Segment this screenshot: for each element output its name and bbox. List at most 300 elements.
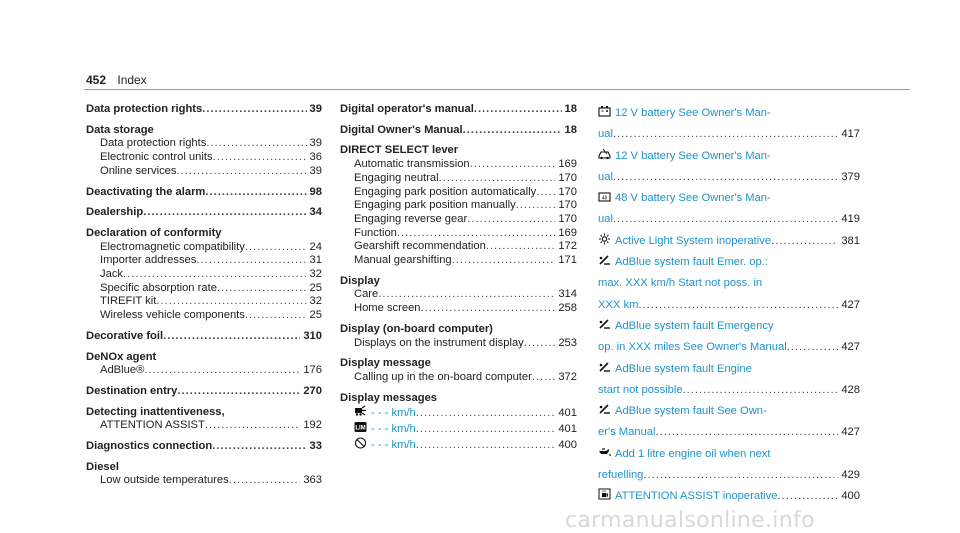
entry-label: - - - km/h (371, 423, 416, 436)
page-ref: 24 (309, 240, 322, 253)
page-ref: 258 (558, 302, 577, 315)
page-ref: 25 (309, 281, 322, 294)
entry-label: 48 V battery See Owner's Man- (615, 192, 771, 205)
page-ref: 170 (558, 199, 577, 212)
index-entry[interactable] (340, 124, 577, 138)
entry-label: Deactivating the alarm (86, 185, 206, 198)
page-ref: 401 (558, 423, 577, 436)
page-ref: 170 (558, 171, 577, 184)
index-entry[interactable] (86, 254, 322, 268)
entry-text (100, 364, 144, 378)
entry-label: Specific absorption rate (100, 281, 217, 294)
index-entry[interactable] (340, 213, 577, 227)
leader-dots (217, 282, 307, 296)
entry-label: Display messages (340, 391, 438, 404)
entry-text (598, 209, 613, 230)
page-ref: 176 (303, 364, 322, 377)
page-ref: 314 (558, 288, 577, 301)
page-ref: 33 (309, 440, 322, 453)
entry-text (86, 124, 154, 138)
leader-dots (156, 295, 306, 309)
leader-dots (177, 385, 300, 399)
index-entry[interactable] (340, 405, 577, 421)
index-entry[interactable] (340, 254, 577, 268)
index-entry-group (598, 401, 860, 444)
page-ref: 270 (303, 384, 322, 397)
page-ref: 39 (309, 164, 322, 177)
entry-label: Engaging park position manually (354, 199, 516, 212)
entry-label: Wireless vehicle components (100, 309, 245, 322)
page-ref: 372 (558, 370, 577, 383)
index-entry-line[interactable] (598, 444, 860, 465)
svg-text:48: 48 (601, 195, 608, 202)
entry-label: Diesel (86, 460, 119, 473)
page-ref: 427 (841, 298, 860, 311)
entry-text (100, 295, 156, 309)
page-ref: 39 (309, 103, 322, 115)
page-ref: 25 (309, 309, 322, 322)
page-ref: 427 (841, 426, 860, 439)
battery-48v-icon (598, 190, 611, 202)
entry-label: AdBlue system fault Emergency (615, 319, 774, 332)
entry-text (354, 421, 416, 437)
entry-label: ual (598, 128, 613, 141)
index-entry[interactable] (340, 288, 577, 302)
entry-label: AdBlue system fault See Own- (615, 405, 767, 418)
entry-label: TIREFIT kit (100, 295, 157, 308)
leader-dots (416, 423, 556, 437)
leader-dots (163, 330, 300, 344)
entry-label: Data protection rights (100, 137, 207, 150)
header-divider (84, 89, 910, 90)
leader-dots (613, 167, 838, 188)
entry-label: Low outside temperatures (100, 474, 229, 487)
page-ref: 34 (309, 206, 322, 219)
index-entry[interactable] (340, 227, 577, 241)
entry-label: Electronic control units (100, 151, 213, 164)
page-ref: 310 (303, 329, 322, 342)
entry-label: Engaging park position automatically (354, 185, 537, 198)
leader-dots (143, 206, 306, 220)
index-entry[interactable] (598, 465, 860, 486)
entry-text (340, 357, 431, 371)
entry-label: Display message (340, 357, 431, 370)
entry-text (354, 371, 532, 385)
entry-label: Online services (100, 164, 177, 177)
entry-text (354, 254, 452, 268)
entry-label: Digital Owner's Manual (340, 123, 463, 136)
index-entry[interactable] (598, 295, 860, 316)
leader-dots (771, 231, 838, 252)
index-entry[interactable] (340, 186, 577, 200)
page-ref: 170 (558, 185, 577, 198)
entry-text (354, 302, 421, 316)
index-entry-group (598, 231, 860, 252)
section-title: Index (117, 73, 147, 87)
index-entry-group (598, 252, 860, 316)
entry-text (100, 268, 123, 282)
index-entry-line[interactable] (598, 273, 860, 294)
adblue-icon (598, 318, 611, 330)
entry-text (86, 186, 205, 200)
leader-dots (397, 227, 555, 241)
entry-label: XXX km (598, 298, 639, 311)
entry-label: Data storage (86, 123, 154, 136)
leader-dots (229, 474, 301, 488)
index-entry[interactable] (598, 124, 860, 145)
page-ref: 400 (841, 490, 860, 503)
leader-dots (378, 288, 555, 302)
leader-dots (777, 486, 838, 507)
page-ref: 427 (841, 341, 860, 354)
entry-label: op. in XXX miles See Owner's Manual (598, 341, 787, 354)
entry-label: Displays on the instrument display (354, 336, 524, 349)
speed-sign-icon (354, 437, 367, 449)
index-entry[interactable] (598, 422, 860, 443)
entry-text (86, 351, 156, 365)
entry-text (86, 330, 163, 344)
leader-dots (486, 240, 556, 254)
index-entry[interactable] (86, 330, 322, 344)
entry-label: ATTENTION ASSIST inoperative (615, 490, 778, 503)
leader-dots (176, 165, 306, 179)
entry-text (86, 406, 225, 420)
entry-label: Digital operator's manual (340, 103, 474, 115)
entry-label: - - - km/h (371, 407, 416, 420)
entry-label: Data protection rights (86, 103, 203, 115)
adblue-icon (598, 403, 611, 415)
page-ref: 419 (841, 213, 860, 226)
index-entry[interactable] (340, 323, 577, 337)
entry-text (86, 206, 143, 220)
entry-label: Calling up in the on-board computer (354, 370, 532, 383)
entry-label: refuelling (598, 469, 644, 482)
entry-label: Dealership (86, 206, 144, 219)
index-entry-group (598, 188, 860, 231)
entry-text (354, 437, 416, 453)
entry-text (100, 474, 229, 488)
index-entry[interactable] (86, 474, 322, 488)
entry-text (340, 392, 437, 406)
leader-dots (613, 209, 838, 230)
leader-dots (439, 172, 556, 186)
leader-dots (196, 254, 306, 268)
index-entry[interactable] (340, 240, 577, 254)
entry-text (100, 165, 176, 179)
index-entry[interactable] (340, 103, 577, 117)
leader-dots (416, 407, 556, 421)
entry-text (86, 385, 177, 399)
page-ref: 401 (558, 407, 577, 420)
entry-label: 12 V battery See Owner's Man- (615, 107, 771, 119)
entry-label: Gearshift recommendation (354, 240, 486, 253)
index-entry[interactable] (86, 461, 322, 475)
page-ref: 172 (558, 240, 577, 253)
entry-label: AdBlue system fault Emer. op.: (615, 256, 768, 269)
entry-text (86, 103, 202, 117)
leader-dots (421, 302, 556, 316)
entry-text (354, 405, 416, 421)
entry-text (598, 124, 613, 145)
index-entry-line[interactable] (598, 316, 860, 337)
entry-text (598, 337, 787, 358)
entry-text (598, 465, 643, 486)
index-entry[interactable] (86, 151, 322, 165)
page-ref: 429 (841, 469, 860, 482)
index-entry[interactable] (340, 371, 577, 385)
index-entry-line[interactable] (598, 359, 860, 380)
index-entry[interactable] (86, 364, 322, 378)
index-entry[interactable] (86, 137, 322, 151)
index-entry[interactable] (86, 309, 322, 323)
index-entry[interactable] (340, 199, 577, 213)
index-entry[interactable] (86, 103, 322, 117)
leader-dots (470, 158, 556, 172)
page-ref: 31 (309, 254, 322, 267)
entry-text (354, 213, 467, 227)
watermark: carmanualsonline.info (565, 508, 815, 533)
index-entry[interactable] (340, 437, 577, 453)
index-entry-group (598, 316, 860, 359)
leader-dots (212, 440, 306, 454)
entry-label: max. XXX km/h Start not poss. in (598, 277, 763, 290)
entry-text (340, 275, 380, 289)
leader-dots (205, 186, 306, 200)
entry-label: Declaration of conformity (86, 226, 222, 239)
entry-label: Jack (100, 268, 124, 281)
entry-label: Electromagnetic compatibility (100, 240, 245, 253)
index-entry[interactable] (86, 206, 322, 220)
index-entry-line[interactable] (598, 146, 860, 167)
leader-dots (474, 103, 562, 117)
entry-text (100, 282, 217, 296)
entry-text (598, 422, 655, 443)
entry-text (340, 144, 458, 158)
oil-can-icon (598, 446, 611, 458)
entry-label: Home screen (354, 302, 421, 315)
page-ref: 192 (303, 419, 322, 432)
page-ref: 363 (303, 474, 322, 487)
index-entry[interactable] (340, 337, 577, 351)
index-entry[interactable] (340, 357, 577, 371)
entry-text (598, 167, 613, 188)
index-entry[interactable] (598, 231, 860, 252)
index-entry[interactable] (340, 421, 577, 437)
index-entry[interactable] (598, 167, 860, 188)
index-entry-group (598, 359, 860, 402)
leader-dots (206, 137, 306, 151)
page-ref: 170 (558, 212, 577, 225)
entry-text (100, 309, 245, 323)
page-ref: 428 (841, 383, 860, 396)
entry-text (354, 337, 524, 351)
index-entry[interactable] (340, 144, 577, 158)
leader-dots (683, 380, 839, 401)
sun-icon (598, 233, 611, 245)
entry-text (354, 240, 486, 254)
index-entry-line[interactable] (598, 252, 860, 273)
entry-label: Engaging reverse gear (354, 212, 468, 225)
index-entry[interactable] (598, 209, 860, 230)
entry-text (340, 323, 493, 337)
index-entry[interactable] (340, 158, 577, 172)
leader-dots (467, 213, 555, 227)
index-entry[interactable] (86, 282, 322, 296)
entry-text (598, 380, 683, 401)
entry-label: Manual gearshifting (354, 254, 452, 267)
entry-text (100, 254, 196, 268)
index-entry[interactable] (86, 268, 322, 282)
leader-dots (463, 124, 562, 138)
index-entry[interactable] (340, 392, 577, 406)
page-ref: 32 (309, 295, 322, 308)
entry-label: Decorative foil (86, 329, 164, 342)
index-entry-group (598, 103, 860, 146)
entry-label: Diagnostics connection (86, 440, 213, 453)
page-ref: 18 (564, 123, 577, 136)
index-entry[interactable] (86, 165, 322, 179)
entry-label: start not possible (598, 383, 683, 396)
index-entry[interactable] (598, 380, 860, 401)
page-ref: 169 (558, 226, 577, 239)
entry-text (86, 440, 212, 454)
index-column-2 (340, 103, 577, 452)
index-entry[interactable] (86, 295, 322, 309)
entry-text (598, 231, 771, 252)
index-entry[interactable] (86, 351, 322, 365)
leader-dots (613, 124, 838, 145)
index-entry-line[interactable] (598, 103, 860, 124)
entry-label: ual (598, 170, 613, 183)
page-ref: 417 (841, 128, 860, 141)
page-ref: 400 (558, 438, 577, 451)
page-ref: 98 (309, 185, 322, 198)
page-ref: 32 (309, 268, 322, 281)
entry-text (354, 199, 516, 213)
leader-dots (524, 337, 556, 351)
page-ref: 253 (558, 336, 577, 349)
entry-label: Display (on-board computer) (340, 322, 493, 335)
entry-text (86, 227, 222, 241)
page-number: 452 (86, 73, 107, 87)
entry-label: 12 V battery See Owner's Man- (615, 149, 771, 162)
index-entry-line[interactable] (598, 401, 860, 422)
entry-text (354, 227, 397, 241)
entry-text (340, 124, 463, 138)
leader-dots (638, 295, 838, 316)
coffee-cup-icon (598, 488, 611, 500)
svg-text:LIM: LIM (355, 425, 366, 432)
page-ref: 18 (564, 103, 577, 115)
entry-text (354, 158, 470, 172)
leader-dots (516, 199, 556, 213)
entry-text (598, 486, 777, 507)
adblue-icon (598, 361, 611, 373)
adblue-icon (598, 254, 611, 266)
leader-dots (787, 337, 839, 358)
entry-label: Destination entry (86, 384, 178, 397)
leader-dots (643, 465, 838, 486)
entry-text (100, 151, 213, 165)
entry-label: er's Manual (598, 426, 656, 439)
entry-label: ATTENTION ASSIST (100, 419, 205, 432)
leader-dots (452, 254, 556, 268)
leader-dots (245, 241, 307, 255)
entry-label: DeNOx agent (86, 350, 157, 363)
entry-text (100, 137, 206, 151)
index-entry[interactable] (86, 241, 322, 255)
index-entry[interactable] (340, 275, 577, 289)
leader-dots (144, 364, 300, 378)
car-battery-icon (598, 148, 611, 160)
entry-label: AdBlue system fault Engine (615, 362, 752, 375)
distronic-icon (354, 405, 367, 417)
entry-label: - - - km/h (371, 438, 416, 451)
entry-text (354, 172, 439, 186)
entry-text (100, 241, 245, 255)
index-entry-line[interactable] (598, 188, 860, 209)
index-entry[interactable] (340, 172, 577, 186)
page-ref: 381 (841, 234, 860, 247)
page-ref: 39 (309, 137, 322, 150)
index-entry[interactable] (598, 486, 860, 507)
index-entry[interactable] (598, 337, 860, 358)
entry-label: AdBlue® (100, 364, 145, 377)
entry-label: DIRECT SELECT lever (340, 144, 459, 157)
entry-label: Detecting inattentiveness, (86, 405, 225, 418)
entry-label: Add 1 litre engine oil when next (615, 447, 771, 460)
entry-label: ual (598, 213, 613, 226)
leader-dots (532, 371, 555, 385)
index-entry[interactable] (86, 406, 322, 420)
index-entry[interactable] (340, 302, 577, 316)
index-entry-group (598, 146, 860, 189)
battery-icon (598, 105, 611, 117)
entry-label: Care (354, 288, 379, 301)
index-entry[interactable] (86, 385, 322, 399)
entry-label: Automatic transmission (354, 158, 470, 171)
page-header (86, 73, 147, 87)
entry-text (340, 103, 474, 117)
leader-dots (213, 151, 307, 165)
entry-text (598, 295, 638, 316)
page-ref: 171 (558, 254, 577, 267)
leader-dots (202, 103, 306, 117)
page-ref: 169 (558, 158, 577, 171)
index-entry-group (598, 444, 860, 487)
index-entry[interactable] (86, 440, 322, 454)
limiter-icon (354, 421, 367, 433)
index-entry[interactable] (86, 227, 322, 241)
leader-dots (245, 309, 307, 323)
leader-dots (205, 419, 300, 433)
entry-label: Engaging neutral (354, 171, 439, 184)
index-column-1 (86, 103, 322, 488)
index-entry[interactable] (86, 124, 322, 138)
leader-dots (655, 422, 838, 443)
entry-text (86, 461, 119, 475)
leader-dots (536, 186, 555, 200)
entry-label: Importer addresses (100, 254, 197, 267)
entry-label: Active Light System inoperative (615, 234, 772, 247)
index-entry[interactable] (86, 419, 322, 433)
leader-dots (416, 439, 556, 453)
page-ref: 379 (841, 170, 860, 183)
entry-text (354, 186, 536, 200)
index-entry[interactable] (86, 186, 322, 200)
index-column-3 (598, 103, 860, 508)
entry-text (354, 288, 378, 302)
